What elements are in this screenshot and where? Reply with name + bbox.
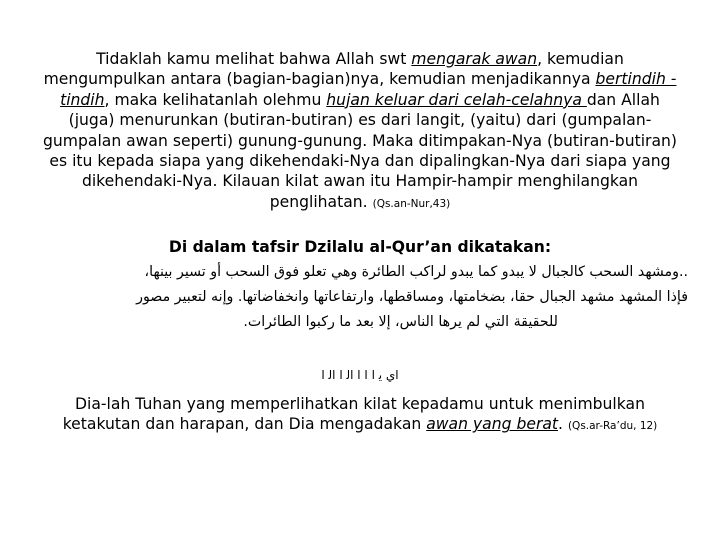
tafsir-heading: Di dalam tafsir Dzilalu al-Qur’an dikatakan: <box>168 238 552 256</box>
arabic-tafsir-quote <box>40 260 688 335</box>
arabic-fragment: اي ﻳ ﺍ ﺍ ﺍ ﺍﻟ ﺍ ﺍﻟ ﺍ <box>321 368 399 382</box>
arabic-line-1: ..ومشهد السحب كالجبال لا يبدو كما يبدو لراكب الطائرة وهي تعلو فوق السحب أو تسير بينها، <box>144 264 688 280</box>
para1-text-2: , kemudian mengumpulkan antara (bagian-bagian)nya, kemudian menjadikannya <box>43 50 624 89</box>
underlined-phrase-hujan: hujan keluar dari celah-celahnya <box>326 90 587 109</box>
para1-text-3: , maka kelihatanlah olehmu <box>104 90 327 109</box>
para2-text-2: . <box>558 415 568 434</box>
verse-an-nur-translation <box>40 49 680 214</box>
para1-text-1: Tidaklah kamu melihat bahwa Allah swt <box>96 50 412 68</box>
arabic-line-2: فإذا المشهد مشهد الجبال حقا، بضخامتها، ومساقطها، وارتفاعاتها وانخفاضاتها. وإنه لتعبير مصور <box>136 289 688 305</box>
underlined-phrase-bertindih: bertindih -tindih <box>60 70 677 109</box>
arabic-line-3: للحقيقة التي لم يرها الناس، إلا بعد ما ركبوا الطائرات. <box>243 314 558 330</box>
citation-ar-rad: (Qs.ar-Ra’du, 12) <box>567 420 658 433</box>
citation-an-nur: (Qs.an-Nur,43) <box>372 197 451 210</box>
underlined-phrase-awan-berat: awan yang berat <box>426 415 559 434</box>
para1-text-4: dan Allah (juga) menurunkan (butiran-butiran) es dari langit, (yaitu) dari (gumpalan-gumpalan awan seperti) gunung-gunung. Maka ditimpakan-Nya (butiran-butiran) es itu kepada siapa yang dikehendaki-Nya dan dipalingkan-Nya dari siapa yang dikehendaki-Nya. Kilauan kilat awan itu Hampir-hampir menghilangkan penglihatan. <box>43 90 677 211</box>
verse-ar-rad-translation <box>40 394 680 437</box>
underlined-phrase-mengarak-awan: mengarak awan <box>411 50 538 68</box>
para2-text-1: Dia-lah Tuhan yang memperlihatkan kilat kepadamu untuk menimbulkan ketakutan dan harapan, dan Dia mengadakan <box>62 395 645 434</box>
